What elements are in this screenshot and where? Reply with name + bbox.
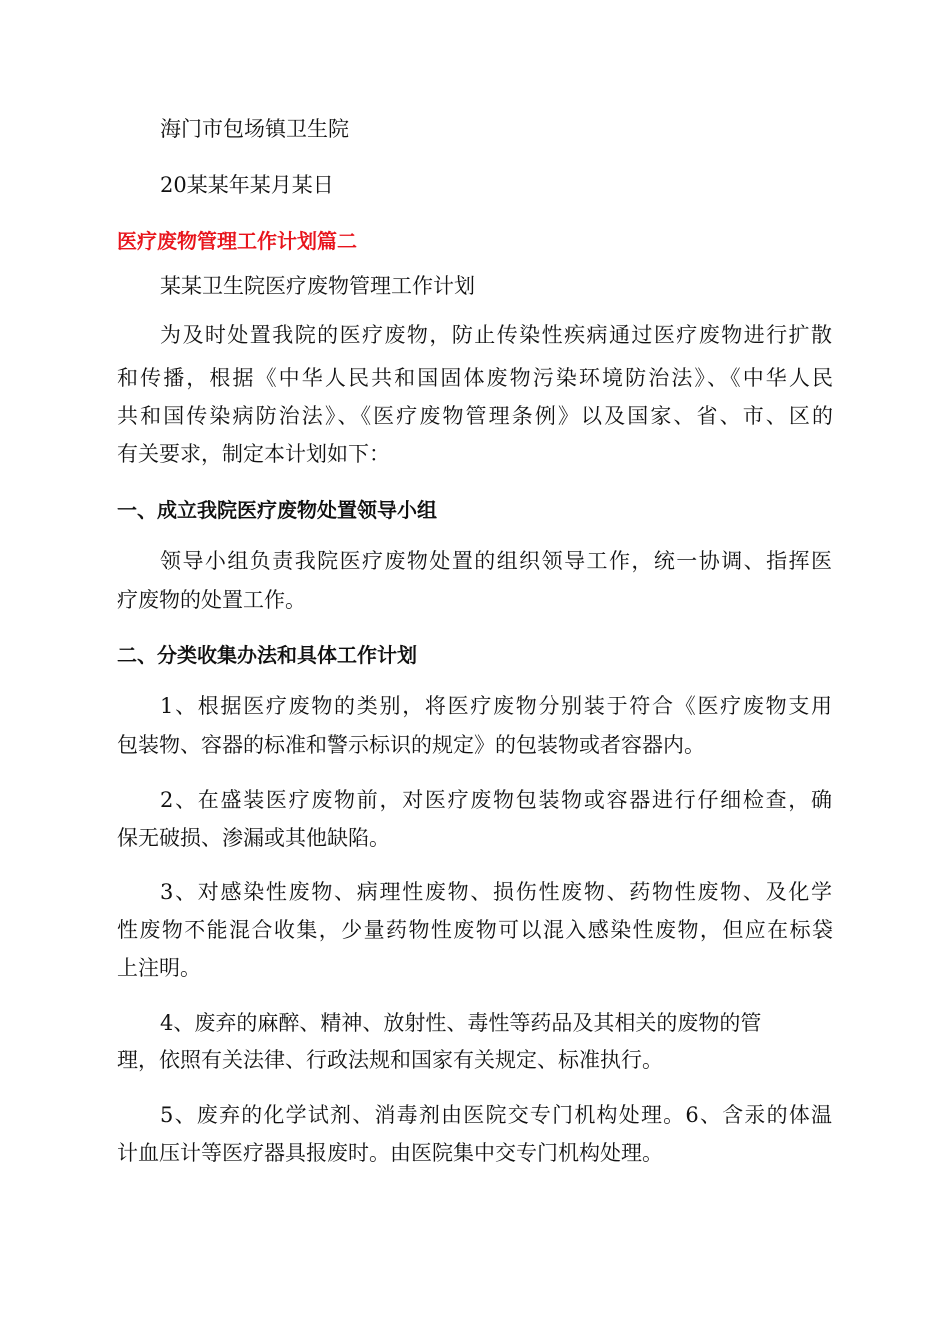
- item-3-line-2: 性废物不能混合收集，少量药物性废物可以混入感染性废物，但应在标袋: [117, 918, 833, 942]
- intro-line-1: 为及时处置我院的医疗废物，防止传染性疾病通过医疗废物进行扩散: [160, 323, 832, 347]
- intro-line-3: 共和国传染病防治法》、《医疗废物管理条例》以及国家、省、市、区的: [117, 404, 833, 428]
- item-5-line-2: 计血压计等医疗器具报废时。由医院集中交专门机构处理。: [117, 1141, 663, 1165]
- item-2-line-1: 2、在盛装医疗废物前，对医疗废物包装物或容器进行仔细检查，确: [160, 788, 832, 812]
- org-name: 海门市包场镇卫生院: [160, 117, 349, 141]
- item-5-line-1: 5、废弃的化学试剂、消毒剂由医院交专门机构处理。6、含汞的体温: [160, 1103, 832, 1127]
- item-1-line-2: 包装物、容器的标准和警示标识的规定》的包装物或者容器内。: [117, 733, 705, 757]
- item-4-line-2: 理，依照有关法律、行政法规和国家有关规定、标准执行。: [117, 1048, 663, 1072]
- item-2-line-2: 保无破损、渗漏或其他缺陷。: [117, 826, 390, 850]
- heading-2: 二、分类收集办法和具体工作计划: [117, 643, 417, 667]
- item-3-line-3: 上注明。: [117, 956, 201, 980]
- date-line: 20某某年某月某日: [160, 173, 334, 197]
- heading-1: 一、成立我院医疗废物处置领导小组: [117, 498, 437, 522]
- section-title: 医疗废物管理工作计划篇二: [117, 229, 357, 253]
- item-1-line-1: 1、根据医疗废物的类别，将医疗废物分别装于符合《医疗废物支用: [160, 694, 832, 718]
- paragraph-1-line-2: 疗废物的处置工作。: [117, 588, 306, 612]
- intro-line-2: 和传播，根据《中华人民共和国固体废物污染环境防治法》、《中华人民: [117, 366, 833, 390]
- intro-line-4: 有关要求，制定本计划如下：: [117, 442, 390, 466]
- item-3-line-1: 3、对感染性废物、病理性废物、损伤性废物、药物性废物、及化学: [160, 880, 832, 904]
- document-title: 某某卫生院医疗废物管理工作计划: [160, 274, 475, 298]
- item-4-line-1: 4、废弃的麻醉、精神、放射性、毒性等药品及其相关的废物的管: [160, 1011, 762, 1035]
- paragraph-1-line-1: 领导小组负责我院医疗废物处置的组织领导工作，统一协调、指挥医: [160, 549, 832, 573]
